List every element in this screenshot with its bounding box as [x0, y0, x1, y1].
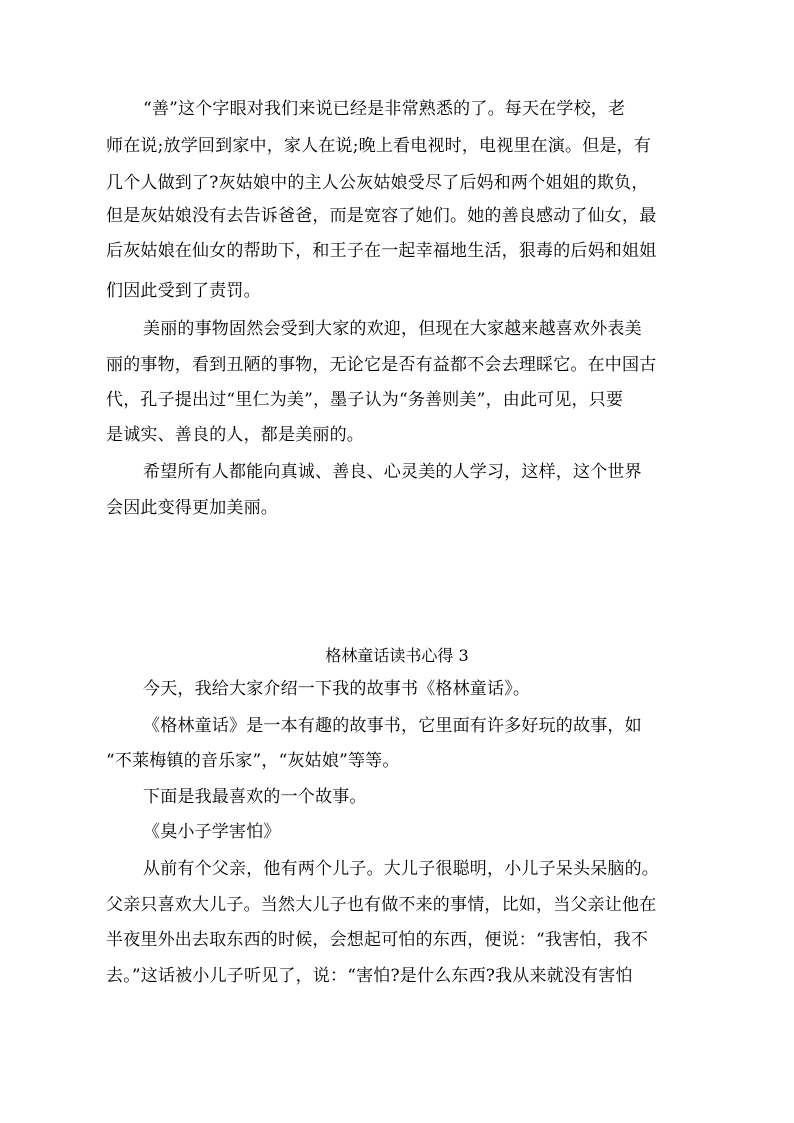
- text-line: 父亲只喜欢大儿子。当然大儿子也有做不来的事情，比如，当父亲让他在: [106, 895, 657, 915]
- section-title: 格林童话读书心得 3: [325, 646, 469, 665]
- text-line: 几个人做到了?灰姑娘中的主人公灰姑娘受尽了后妈和两个姐姐的欺负，: [106, 173, 649, 193]
- text-line: 半夜里外出去取东西的时候，会想起可怕的东西，便说：“我害怕，我不: [106, 930, 649, 950]
- text-line: 美丽的事物固然会受到大家的欢迎，但现在大家越来越喜欢外表美: [143, 319, 642, 339]
- text-line: 《格林童话》是一本有趣的故事书，它里面有许多好玩的故事，如: [143, 716, 642, 736]
- text-line: “善”这个字眼对我们来说已经是非常熟悉的了。每天在学校，老: [143, 99, 626, 119]
- text-line: 希望所有人都能向真诚、善良、心灵美的人学习，这样，这个世界: [143, 462, 642, 482]
- text-line: 从前有个父亲，他有两个儿子。大儿子很聪明，小儿子呆头呆脑的。: [143, 859, 659, 879]
- text-line: 去。”这话被小儿子听见了，说：“害怕?是什么东西?我从来就没有害怕: [106, 966, 633, 986]
- text-line: 后灰姑娘在仙女的帮助下，和王子在一起幸福地生活，狠毒的后妈和姐姐: [106, 241, 657, 261]
- text-line: 会因此变得更加美丽。: [106, 498, 278, 518]
- text-line: 们因此受到了责罚。: [106, 281, 261, 301]
- text-line: 但是灰姑娘没有去告诉爸爸，而是宽容了她们。她的善良感动了仙女，最: [106, 206, 657, 226]
- text-line: 代，孔子提出过“里仁为美”，墨子认为“务善则美”，由此可见，只要: [106, 390, 624, 410]
- text-line: 丽的事物，看到丑陋的事物，无论它是否有益都不会去理睬它。在中国古: [106, 355, 657, 375]
- text-line: 师在说;放学回到家中，家人在说;晚上看电视时，电视里在演。但是，有: [106, 136, 652, 156]
- text-line: 下面是我最喜欢的一个故事。: [143, 787, 367, 807]
- text-line: 《臭小子学害怕》: [143, 822, 281, 842]
- text-line: 是诚实、善良的人，都是美丽的。: [106, 425, 364, 445]
- text-line: 今天，我给大家介绍一下我的故事书《格林童话》。: [143, 679, 531, 699]
- text-line: “不莱梅镇的音乐家”，“灰姑娘”等等。: [106, 751, 400, 771]
